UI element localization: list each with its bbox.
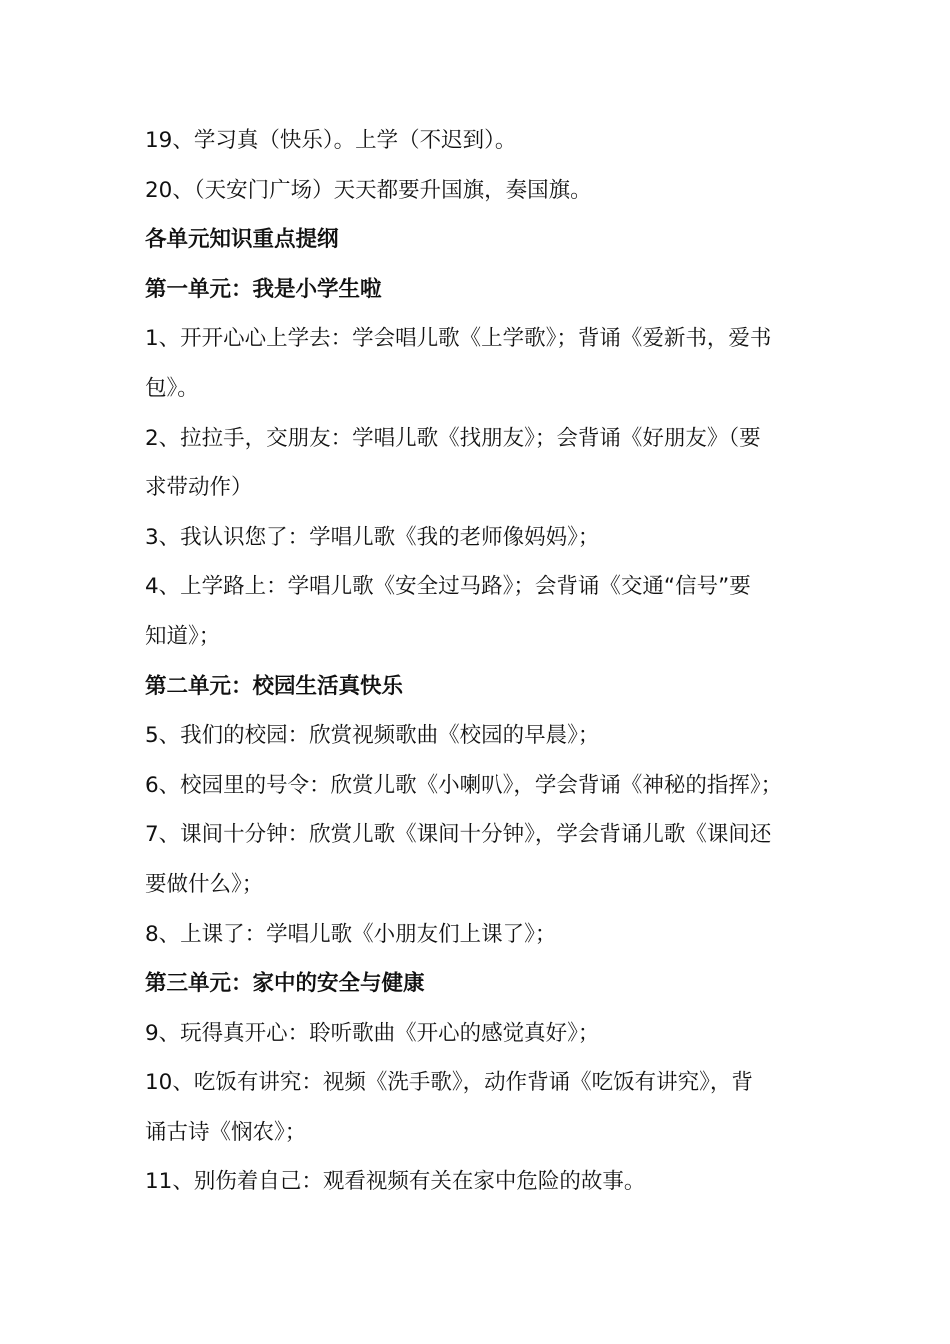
unit-2-item-7-cont: 要做什么》； (145, 871, 264, 897)
unit-2-item-5: 5、我们的校园：欣赏视频歌曲《校园的早晨》； (145, 723, 600, 749)
unit-1-item-1: 1、开开心心上学去：学会唱儿歌《上学歌》；背诵《爱新书，爱书 (145, 326, 772, 352)
unit-1-item-1-cont: 包》。 (145, 375, 199, 401)
document-body (145, 116, 815, 1207)
unit-1-item-4-cont: 知道》； (145, 623, 221, 649)
unit-2-item-6: 6、校园里的号令：欣赏儿歌《小喇叭》，学会背诵《神秘的指挥》； (145, 772, 783, 798)
item-19: 19、学习真（快乐）。上学（不迟到）。 (145, 128, 517, 153)
unit-1-item-2: 2、拉拉手，交朋友：学唱儿歌《找朋友》；会背诵《好朋友》（要 (145, 425, 761, 451)
unit-3-item-10-cont: 诵古诗《悯农》； (145, 1119, 307, 1145)
unit-1-item-2-cont: 求带动作） (145, 475, 253, 501)
unit-1-item-3: 3、我认识您了：学唱儿歌《我的老师像妈妈》； (145, 524, 600, 550)
unit-2-heading: 第二单元：校园生活真快乐 (145, 673, 404, 699)
unit-3-item-10: 10、吃饭有讲究：视频《洗手歌》，动作背诵《吃饭有讲究》，背 (145, 1070, 753, 1096)
unit-3-item-11: 11、别伤着自己：观看视频有关在家中危险的故事。 (145, 1169, 646, 1195)
unit-1-heading: 第一单元：我是小学生啦 (145, 276, 382, 302)
unit-1-item-4: 4、上学路上：学唱儿歌《安全过马路》；会背诵《交通“信号”要 (145, 574, 751, 600)
outline-heading: 各单元知识重点提纲 (145, 227, 339, 253)
unit-3-item-9: 9、玩得真开心：聆听歌曲《开心的感觉真好》； (145, 1020, 600, 1046)
unit-2-item-8: 8、上课了：学唱儿歌《小朋友们上课了》； (145, 921, 557, 947)
unit-3-heading: 第三单元：家中的安全与健康 (145, 971, 425, 997)
unit-2-item-7: 7、课间十分钟：欣赏儿歌《课间十分钟》，学会背诵儿歌《课间还 (145, 822, 772, 848)
item-20: 20、（天安门广场）天天都要升国旗，奏国旗。 (145, 177, 592, 203)
